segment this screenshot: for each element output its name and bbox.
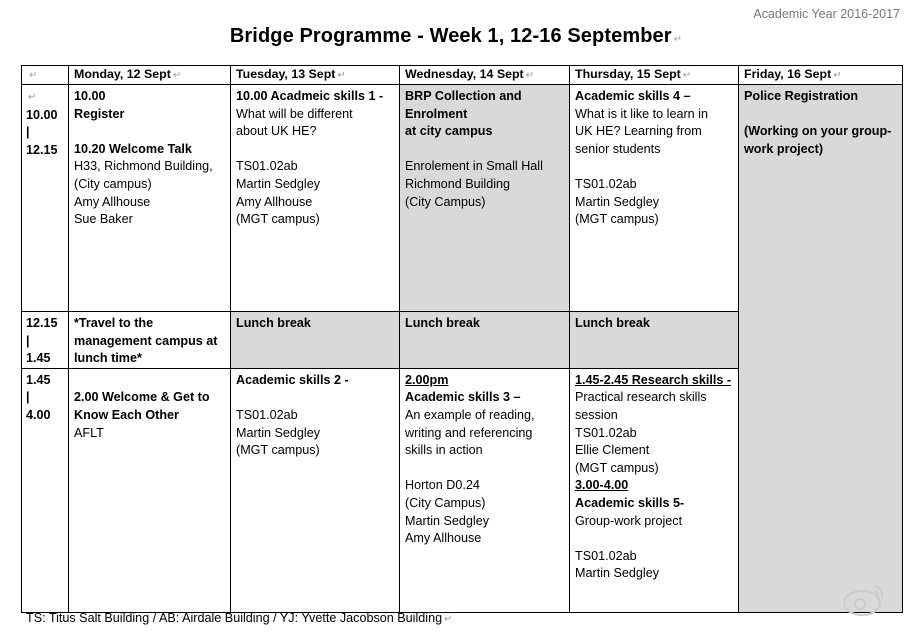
schedule-table (21, 65, 903, 613)
watermark-logo-icon (840, 578, 890, 618)
header-friday: Friday, 16 Sept ↵ (739, 66, 903, 85)
wednesday-lunch: Lunch break (400, 312, 570, 369)
wednesday-afternoon: 2.00pm Academic skills 3 – An example of reading, writing and referencing skills in action Horton D0.24 (City Campus) Martin Sedgley Amy Allhouse (400, 368, 570, 612)
friday-all-day: Police Registration (Working on your group- work project) (739, 85, 903, 613)
thursday-afternoon: 1.45-2.45 Research skills - Practical research skills session TS01.02ab Ellie Clement (MGT campus) 3.00-4.00 Academic skills 5- Group-work project TS01.02ab Martin Sedgley (570, 368, 739, 612)
time-lunch: 12.15 | 1.45 (22, 312, 69, 369)
building-legend: TS: Titus Salt Building / AB: Airdale Building / YJ: Yvette Jacobson Building ↵ (26, 611, 453, 625)
header-thursday: Thursday, 15 Sept ↵ (570, 66, 739, 85)
thursday-lunch: Lunch break (570, 312, 739, 369)
header-wednesday: Wednesday, 14 Sept ↵ (400, 66, 570, 85)
tuesday-lunch: Lunch break (231, 312, 400, 369)
page-title: Bridge Programme - Week 1, 12-16 September ↵ (229, 25, 683, 47)
header-row (22, 66, 903, 85)
tuesday-afternoon: Academic skills 2 - TS01.02ab Martin Sedgley (MGT campus) (231, 368, 400, 612)
monday-morning: 10.00 Register 10.20 Welcome Talk H33, Richmond Building, (City campus) Amy Allhouse Sue Baker (69, 85, 231, 312)
header-monday: Monday, 12 Sept ↵ (69, 66, 231, 85)
time-afternoon: 1.45 | 4.00 (22, 368, 69, 612)
monday-afternoon: 2.00 Welcome & Get to Know Each Other AFLT (69, 368, 231, 612)
row-morning (22, 85, 903, 312)
wednesday-morning: BRP Collection and Enrolment at city campus Enrolement in Small Hall Richmond Building (City Campus) (400, 85, 570, 312)
tuesday-morning: 10.00 Acadmeic skills 1 - What will be different about UK HE? TS01.02ab Martin Sedgley Amy Allhouse (MGT campus) (231, 85, 400, 312)
header-tuesday: Tuesday, 13 Sept ↵ (231, 66, 400, 85)
academic-year-label: Academic Year 2016-2017 (753, 7, 900, 21)
monday-lunch: *Travel to the management campus at lunch time* (69, 312, 231, 369)
time-morning: ↵ 10.00 | 12.15 (22, 85, 69, 312)
thursday-morning: Academic skills 4 – What is it like to learn in UK HE? Learning from senior students TS01.02ab Martin Sedgley (MGT campus) (570, 85, 739, 312)
header-time: ↵ (22, 66, 69, 85)
